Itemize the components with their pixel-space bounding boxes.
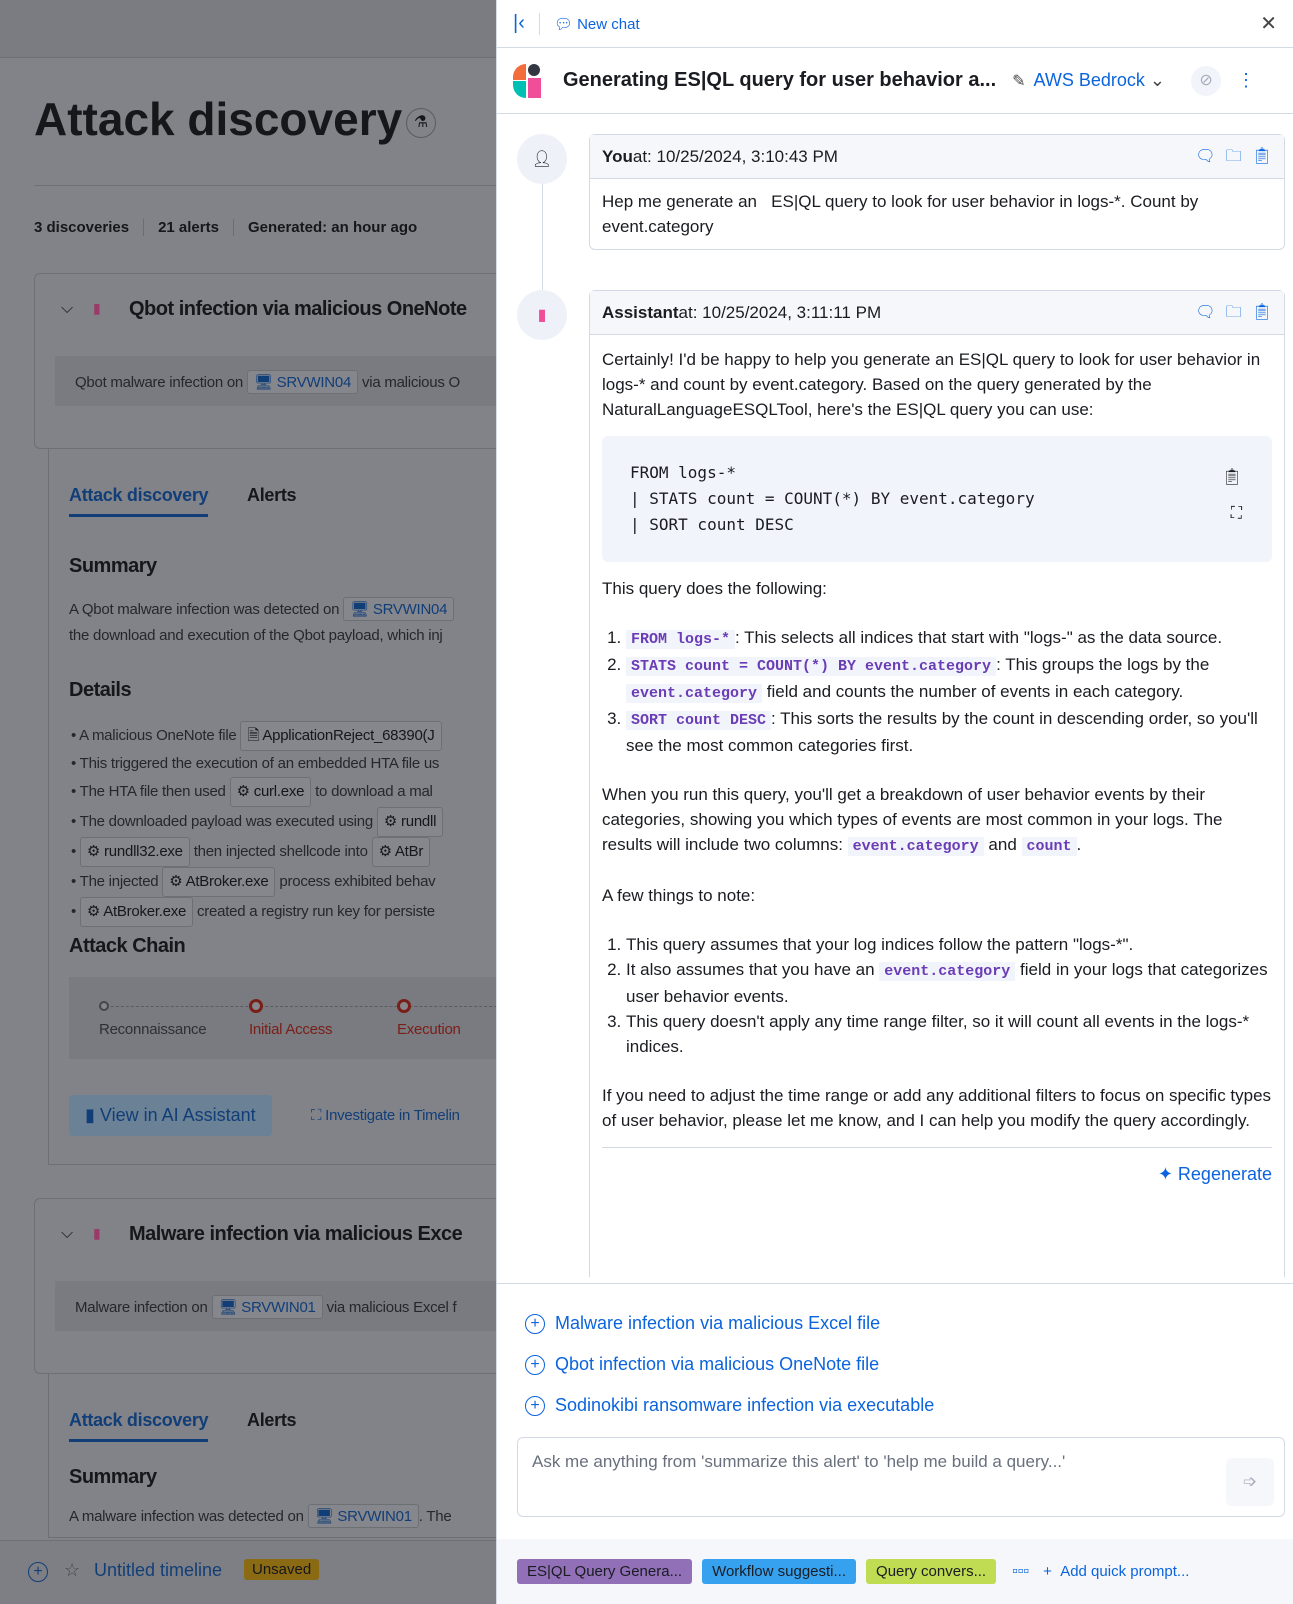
connector-selector[interactable]: AWS Bedrock ⌄ bbox=[1033, 70, 1166, 90]
tab-alerts[interactable]: Alerts bbox=[247, 485, 297, 505]
details-list: • A malicious OneNote file 🗎 ApplicationReject_68390(J • This triggered the execution of an embedded HTA file us • The HTA file then used ⚙ curl.exe to download a mal • The downloaded payload was executed using ⚙ rundll • ⚙ rundll32.exe then injected shellcode into ⚙ AtBr • The injected ⚙ AtBroker.exe process exhibited behav • ⚙ AtBroker.exe created a registry run key for persiste bbox=[71, 721, 443, 927]
timeline-title[interactable]: Untitled timeline bbox=[94, 1560, 223, 1580]
chevron-down-icon: ⌄ bbox=[1149, 70, 1166, 90]
summary-heading: Summary bbox=[69, 555, 157, 577]
sparkles-icon: ✦ bbox=[1157, 1164, 1173, 1184]
attack-chain-heading: Attack Chain bbox=[69, 935, 186, 957]
anonymize-toggle-icon[interactable]: ⊘ bbox=[1191, 66, 1221, 96]
add-to-knowledge-icon[interactable]: 🗀 bbox=[1225, 148, 1242, 165]
beaker-icon: ⚗ bbox=[406, 108, 436, 138]
view-in-ai-assistant-button[interactable]: ▮ View in AI Assistant bbox=[69, 1095, 272, 1136]
more-prompts-icon[interactable]: ▫▫▫ bbox=[1012, 1562, 1030, 1580]
summary-text: A Qbot malware infection was detected on 🖥 SRVWIN04 bbox=[69, 597, 454, 621]
discovery-details-2 bbox=[48, 1374, 496, 1538]
discovery-card-1: ⌵ ▮ Qbot infection via malicious OneNote Qbot malware infection on 🖥 SRVWIN04 via malicious O bbox=[34, 273, 496, 449]
chevron-down-icon[interactable]: ⌵ bbox=[61, 300, 74, 317]
summary-text: A malware infection was detected on 🖥 SRVWIN01 . The bbox=[69, 1504, 451, 1528]
ai-assistant-flyout bbox=[496, 0, 1293, 1604]
summary-text-2: the download and execution of the Qbot payload, which inj bbox=[69, 627, 443, 644]
close-icon[interactable]: ✕ bbox=[1260, 13, 1277, 35]
add-to-knowledge-icon[interactable]: 🗀 bbox=[1225, 304, 1242, 321]
chat-input[interactable]: Ask me anything from 'summarize this alert' to 'help me build a query...' ➩ bbox=[517, 1437, 1285, 1517]
page-title: Attack discovery bbox=[34, 93, 403, 145]
suggestion-item[interactable]: + Qbot infection via malicious OneNote file bbox=[525, 1354, 879, 1375]
regenerate-button[interactable]: ✦ Regenerate bbox=[602, 1147, 1272, 1187]
quick-prompt-pill[interactable]: Workflow suggesti... bbox=[702, 1559, 856, 1584]
summary-heading: Summary bbox=[69, 1466, 157, 1488]
conversation-title: Generating ES|QL query for user behavior a... bbox=[563, 69, 997, 91]
assistant-logo-icon bbox=[513, 64, 541, 98]
user-avatar: 👤︎ bbox=[517, 134, 567, 184]
quick-prompts-bar bbox=[497, 1539, 1293, 1604]
host-badge[interactable]: 🖥 SRVWIN01 bbox=[212, 1295, 323, 1319]
plus-circle-icon: + bbox=[525, 1314, 545, 1334]
assistant-logo-icon: ▮ bbox=[93, 1225, 101, 1241]
assistant-logo-icon: ▮ bbox=[93, 300, 101, 316]
investigate-timeline-icon[interactable]: ⛶ bbox=[1230, 503, 1242, 522]
timeline-bar bbox=[0, 1540, 496, 1604]
attack-discovery-page bbox=[0, 0, 496, 1604]
discovery-title[interactable]: Malware infection via malicious Exce bbox=[129, 1223, 463, 1245]
new-chat-button[interactable]: 💬︎ New chat bbox=[553, 15, 640, 33]
host-badge[interactable]: 🖥 SRVWIN04 bbox=[247, 370, 358, 394]
investigate-in-timeline-button[interactable]: ⛶ Investigate in Timelin bbox=[311, 1107, 460, 1124]
add-note-icon[interactable]: 🗨︎ bbox=[1195, 304, 1216, 321]
add-note-icon[interactable]: 🗨︎ bbox=[1195, 148, 1216, 165]
code-block: FROM logs-* | STATS count = COUNT(*) BY event.category | SORT count DESC 📋︎ ⛶ bbox=[602, 436, 1272, 562]
star-icon[interactable]: ☆ bbox=[64, 1560, 81, 1580]
details-heading: Details bbox=[69, 679, 132, 701]
assistant-message: Assistant at: 10/25/2024, 3:11:11 PM 🗨︎ 🗀 📋︎ Certainly! I'd be happy to help you generate an ES|QL query to look for user behavior in logs-* and count by event.category. Based on the query generated by the NaturalLanguageESQLTool, here's the ES|QL query you can use: FROM logs-* | STATS count = COUNT(*) BY event.category | SORT count DESC 📋︎ ⛶ This query does the following: 1. FROM logs-* : This selects all indices that start with "logs-" as the data source. 2. STATS count = COUNT(*) BY event.category : This groups the logs by the event.category field and counts the number of events in each category. 3. SORT count DESC : This sorts the results by the count in descending order, so you'll see the most common categories first. When you run this query, you'll get a breakdown of user behavior events by their categories, showing you which types of events are most common in your logs. The results will include two columns: event.category and count . A few things to note: 1. This query assumes that your log indices follow the pattern "logs-*". 2. It also assumes that you have an event.category field in your logs that categorizes user behavior events. 3. This query doesn't apply any time range filter, so it will count all events in the logs-* indices. If you need to adjust the time range or add any additional filters to focus on specific types of user behavior, please let me know, and I can help you modify the query accordingly. ✦ Regenerate bbox=[589, 290, 1285, 1277]
discovery-title[interactable]: Qbot infection via malicious OneNote bbox=[129, 298, 467, 320]
plus-circle-icon: + bbox=[525, 1355, 545, 1375]
quick-prompt-pill[interactable]: Query convers... bbox=[866, 1559, 996, 1584]
send-button[interactable]: ➩ bbox=[1226, 1458, 1274, 1506]
add-timeline-icon[interactable]: + bbox=[28, 1562, 48, 1582]
copy-icon[interactable]: 📋︎ bbox=[1251, 148, 1272, 165]
suggestion-item[interactable]: + Malware infection via malicious Excel file bbox=[525, 1313, 880, 1334]
add-quick-prompt-button[interactable]: + Add quick prompt... bbox=[1043, 1563, 1190, 1580]
discovery-details bbox=[48, 449, 496, 1165]
tab-attack-discovery[interactable]: Attack discovery bbox=[69, 485, 208, 517]
quick-prompt-pill[interactable]: ES|QL Query Genera... bbox=[517, 1559, 692, 1584]
plus-circle-icon: + bbox=[525, 1396, 545, 1416]
more-options-icon[interactable]: ⋮ bbox=[1237, 70, 1256, 90]
collapse-icon[interactable]: |‹ bbox=[513, 12, 525, 34]
discovery-card-2: ⌵ ▮ Malware infection via malicious Exce Malware infection on 🖥 SRVWIN01 via malicious Excel f bbox=[34, 1198, 496, 1374]
copy-code-icon[interactable]: 📋︎ bbox=[1221, 467, 1242, 486]
suggestion-item[interactable]: + Sodinokibi ransomware infection via executable bbox=[525, 1395, 934, 1416]
chat-icon: 💬︎ bbox=[553, 15, 573, 33]
tab-alerts[interactable]: Alerts bbox=[247, 1410, 297, 1430]
copy-icon[interactable]: 📋︎ bbox=[1251, 304, 1272, 321]
assistant-avatar: ▮ bbox=[517, 290, 567, 340]
chevron-down-icon[interactable]: ⌵ bbox=[61, 1225, 74, 1242]
attack-chain: Reconnaissance Initial Access Execution bbox=[69, 977, 496, 1059]
unsaved-badge: Unsaved bbox=[244, 1559, 319, 1580]
user-message: You at: 10/25/2024, 3:10:43 PM 🗨︎ 🗀 📋︎ Hep me generate an ES|QL query to look for user behavior in logs-*. Count by event.category bbox=[589, 134, 1285, 250]
edit-title-icon[interactable]: ✎ bbox=[1012, 72, 1026, 90]
stats: 3 discoveries 21 alerts Generated: an hour ago bbox=[34, 219, 418, 236]
tab-attack-discovery[interactable]: Attack discovery bbox=[69, 1410, 208, 1442]
